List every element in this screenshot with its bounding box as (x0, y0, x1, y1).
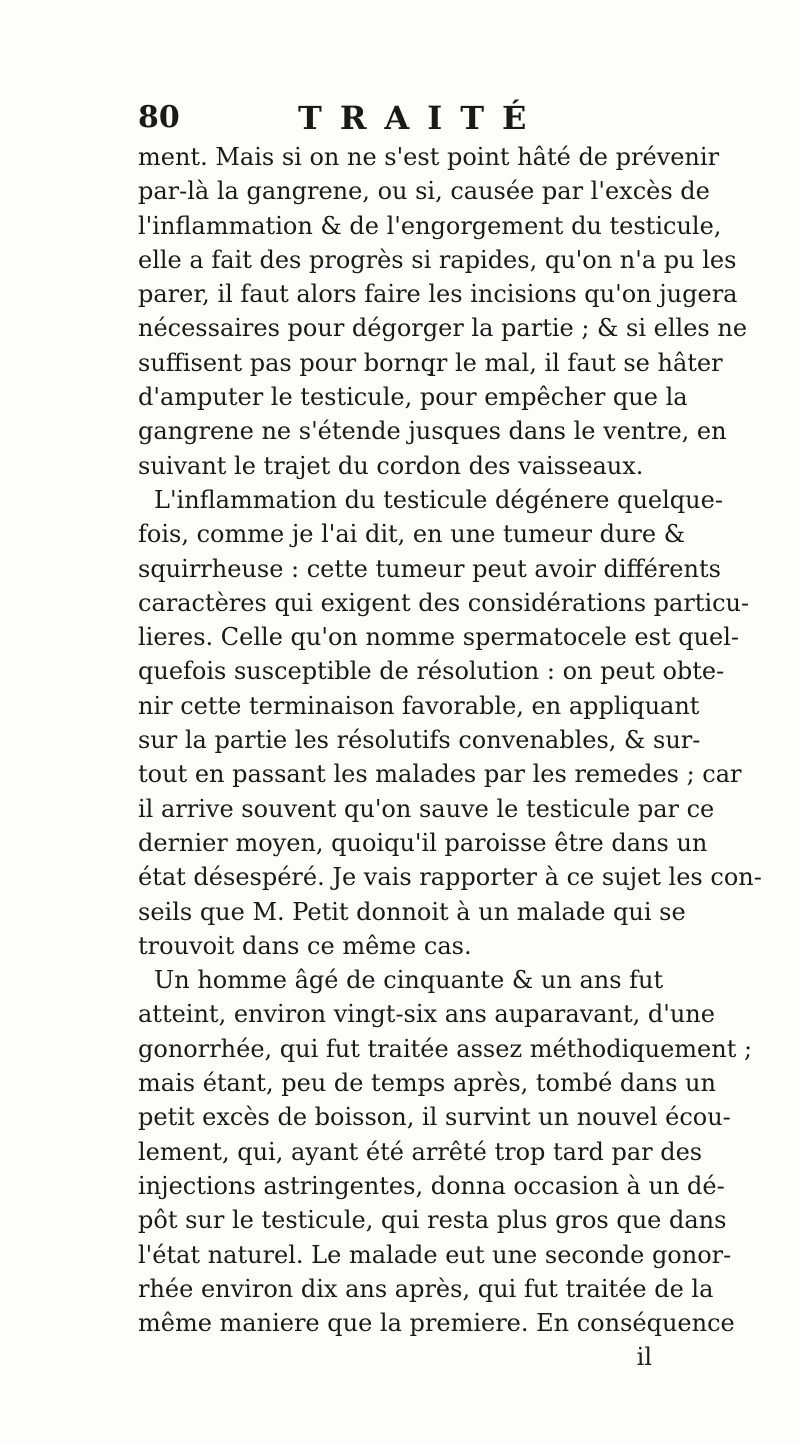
text-line: tout en passant les malades par les remedes ; car (138, 760, 742, 789)
text-line: atteint, environ vingt-six ans auparavant, d'une (138, 1000, 715, 1029)
body-text (138, 140, 762, 1375)
text-line: même maniere que la premiere. En conséquence (138, 1309, 735, 1338)
running-title: TRAITÉ (298, 99, 545, 137)
text-line: dernier moyen, quoiqu'il paroisse être dans un (138, 828, 708, 857)
text-line: elle a fait des progrès si rapides, qu'on n'a pu les (138, 245, 737, 274)
text-line: trouvoit dans ce même cas. (138, 931, 472, 960)
page-number: 80 (138, 100, 180, 135)
text-line: l'état naturel. Le malade eut une seconde gonor- (138, 1240, 732, 1269)
text-line: injections astringentes, donna occasion à un dé- (138, 1171, 725, 1200)
text-line: l'inflammation & de l'engorgement du testicule, (138, 211, 722, 240)
text-line: par-là la gangrene, ou si, causée par l'excès de (138, 177, 710, 206)
text-line: rhée environ dix ans après, qui fut traitée de la (138, 1274, 714, 1303)
text-line: Un homme âgé de cinquante & un ans fut (154, 966, 664, 995)
text-line: ment. Mais si on ne s'est point hâté de prévenir (138, 143, 720, 171)
text-line: gonorrhée, qui fut traitée assez méthodiquement ; (138, 1034, 753, 1063)
text-line: pôt sur le testicule, qui resta plus gros que dans (138, 1206, 727, 1235)
text-line: gangrene ne s'étende jusques dans le ventre, en (138, 417, 727, 446)
text-line: L'inflammation du testicule dégénere quelque- (154, 485, 723, 514)
text-line: squirrheuse : cette tumeur peut avoir différents (138, 554, 721, 583)
text-line: d'amputer le testicule, pour empêcher que la (138, 383, 688, 412)
text-line: fois, comme je l'ai dit, en une tumeur dure & (138, 520, 686, 549)
page-header (138, 98, 658, 138)
text-line: lieres. Celle qu'on nomme spermatocele est quel- (138, 623, 740, 652)
text-line: caractères qui exigent des considérations particu- (138, 588, 750, 617)
text-line: suffisent pas pour bornq̧r le mal, il faut se hâter (138, 348, 723, 377)
text-line: quefois susceptible de résolution : on peut obte- (138, 657, 725, 686)
text-line: parer, il faut alors faire les incisions qu'on jugera (138, 280, 738, 309)
catchword: il (636, 1343, 652, 1372)
text-line: petit excès de boisson, il survint un nouvel écou- (138, 1103, 731, 1132)
text-line: sur la partie les résolutifs convenables, & sur- (138, 726, 701, 755)
text-line: mais étant, peu de temps après, tombé dans un (138, 1069, 716, 1098)
text-line: état désespéré. Je vais rapporter à ce sujet les con- (138, 863, 762, 892)
text-line: suivant le trajet du cordon des vaisseaux. (138, 451, 644, 480)
text-line: lement, qui, ayant été arrêté trop tard par des (138, 1137, 703, 1166)
text-line: nir cette terminaison favorable, en appliquant (138, 691, 700, 720)
text-line: il arrive souvent qu'on sauve le testicule par ce (138, 794, 715, 823)
text-line: nécessaires pour dégorger la partie ; & si elles ne (138, 314, 748, 343)
text-line: seils que M. Petit donnoit à un malade qui se (138, 897, 686, 926)
